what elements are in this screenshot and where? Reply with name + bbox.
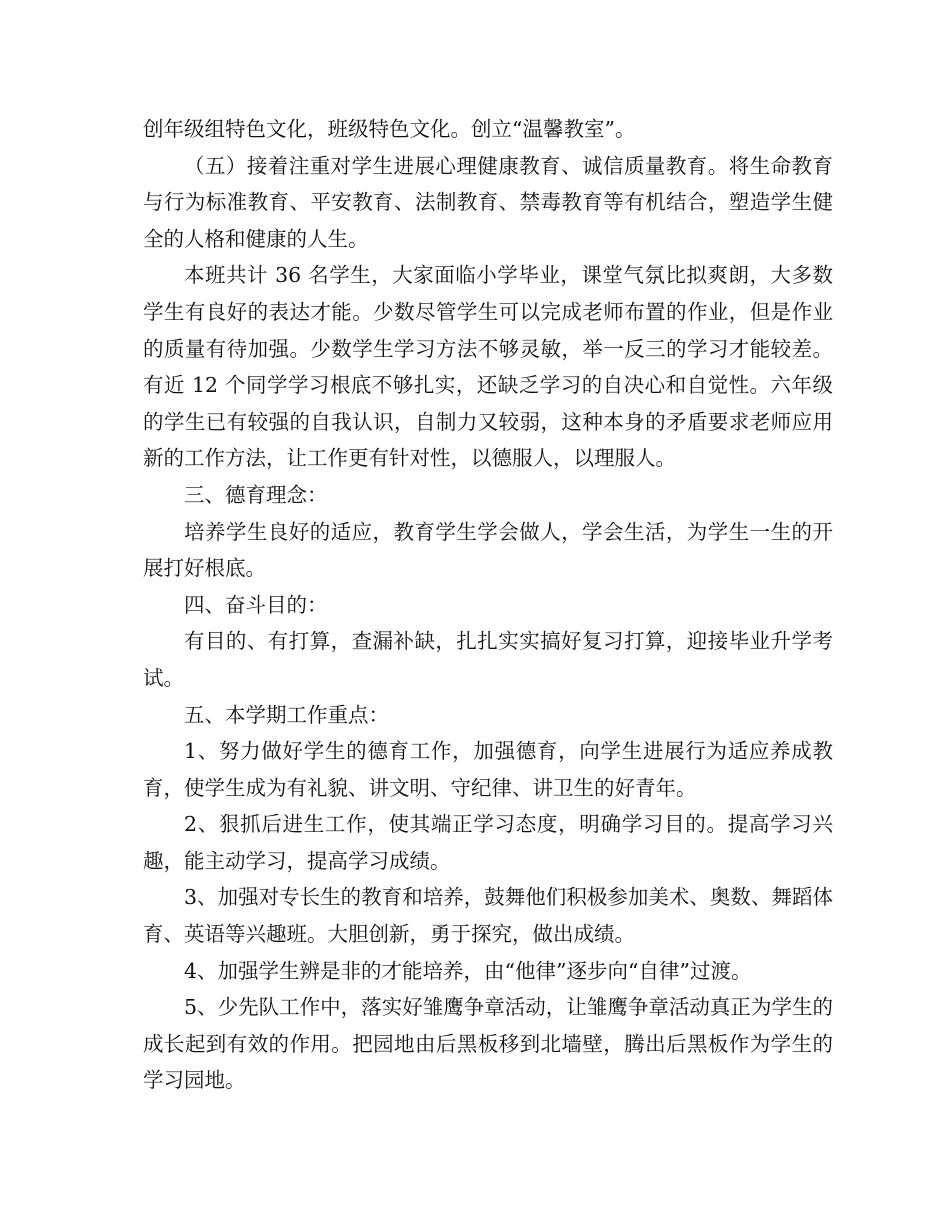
heading-moral-education-concept: 三、德育理念： — [184, 482, 328, 507]
heading-goals: 四、奋斗目的： — [184, 592, 328, 617]
heading-work-priorities: 五、本学期工作重点： — [184, 702, 389, 727]
list-item-3: 3、加强对专长生的教育和培养，鼓舞他们积极参加美术、奥数、舞蹈体育、英语等兴趣班。大胆创新，勇于探究，做出成绩。 — [143, 885, 833, 947]
list-item-5: 5、少先队工作中，落实好雏鹰争章活动，让雏鹰争章活动真正为学生的成长起到有效的作用。把园地由后黑板移到北墙壁，腾出后黑板作为学生的学习园地。 — [143, 995, 833, 1093]
list-item-1: 1、努力做好学生的德育工作，加强德育，向学生进展行为适应养成教育，使学生成为有礼貌、讲文明、守纪律、讲卫生的好青年。 — [143, 739, 833, 800]
paragraph-mental-health-education: （五）接着注重对学生进展心理健康教育、诚信质量教育。将生命教育与行为标准教育、平安教育、法制教育、禁毒教育等有机结合，塑造学生健全的人格和健康的人生。 — [143, 153, 833, 251]
list-item-2: 2、狠抓后进生工作，使其端正学习态度，明确学习目的。提高学习兴趣，能主动学习，提高学习成绩。 — [143, 812, 833, 873]
paragraph-class-situation: 本班共计 36 名学生，大家面临小学毕业，课堂气氛比拟爽朗，大多数学生有良好的表达才能。少数尽管学生可以完成老师布置的作业，但是作业的质量有待加强。少数学生学习方法不够灵敏，举一反三的学习才能较差。有近 12 个同学学习根底不够扎实，还缺乏学习的自决心和自觉性。六年级的学生已有较强的自我认识，自制力又较弱，这种本身的矛盾要求老师应用新的工作方法，让工作更有针对性，以德服人，以理服人。 — [143, 263, 833, 471]
paragraph-moral-education-concept: 培养学生良好的适应，教育学生学会做人，学会生活，为学生一生的开展打好根底。 — [143, 519, 833, 581]
list-item-4: 4、加强学生辨是非的才能培养，由“他律”逐步向“自律”过渡。 — [184, 958, 752, 983]
paragraph-goals: 有目的、有打算，查漏补缺，扎扎实实搞好复习打算，迎接毕业升学考试。 — [143, 629, 833, 690]
document-page — [143, 111, 833, 1099]
paragraph-continuation: 创年级组特色文化，班级特色文化。创立“温馨教室”。 — [143, 117, 636, 141]
